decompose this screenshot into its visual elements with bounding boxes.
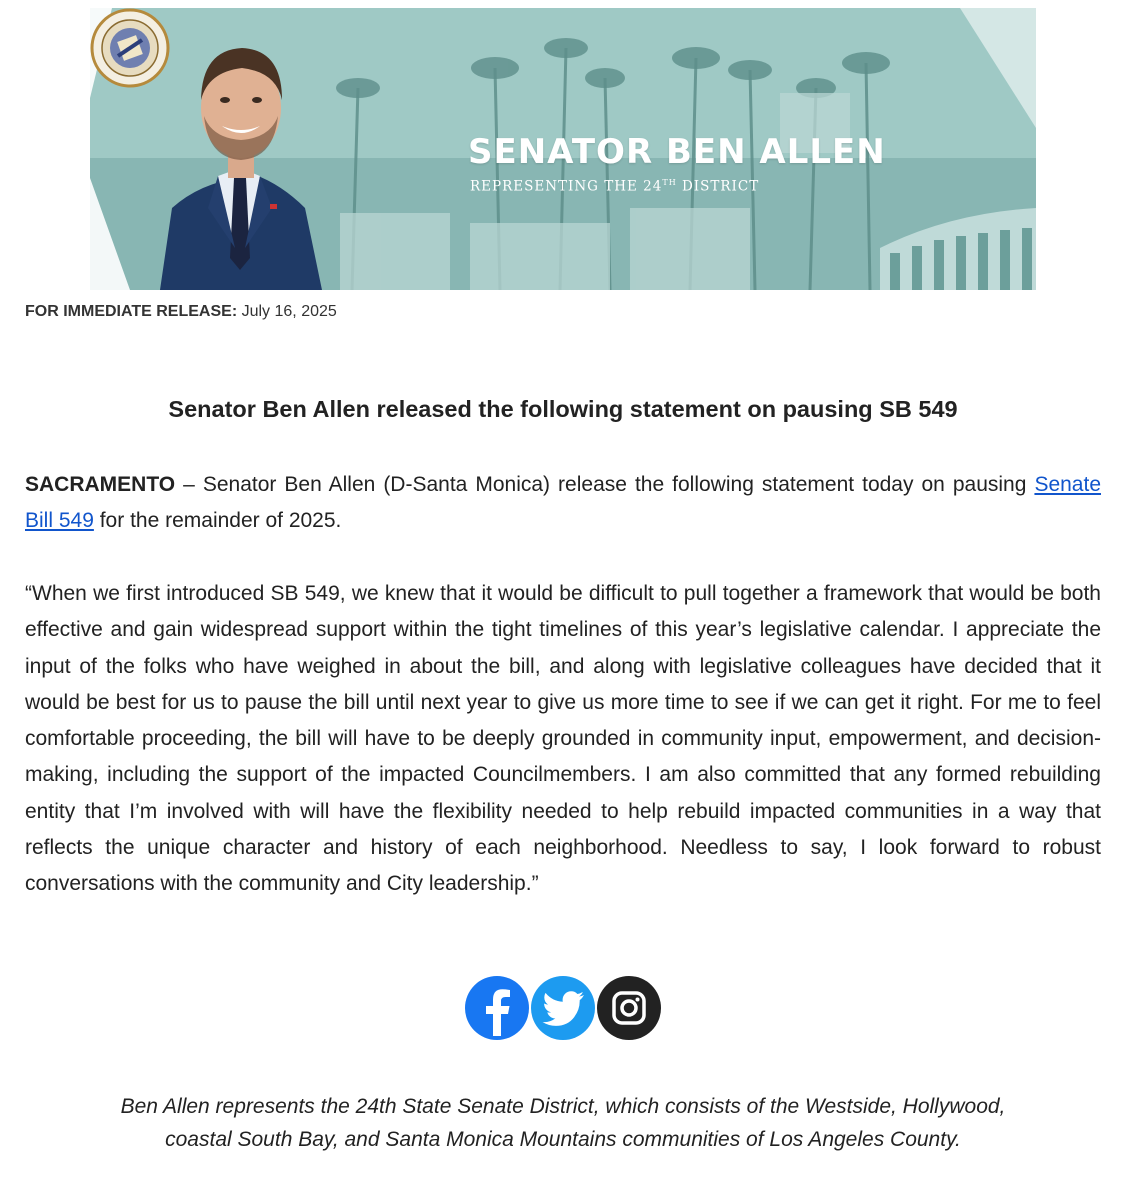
dateline: SACRAMENTO bbox=[25, 473, 176, 496]
banner-title: SENATOR BEN ALLEN bbox=[468, 132, 886, 172]
instagram-icon[interactable] bbox=[597, 976, 661, 1040]
quote-paragraph: “When we first introduced SB 549, we knew that it would be difficult to pull together a framework that would be both effective and gain widespread support within the tight timelines of this year’s legislative calendar. I appreciate the input of the folks who have weighed in about the bill, and along with legislative colleagues have decided that it would be best for us to pause the bill until next year to give us more time to see if we can get it right. For me to feel comfortable proceeding, the bill will have to be deeply grounded in community input, empowerment, and decision-making, including the support of the impacted Councilmembers. I am also committed that any formed rebuilding entity that I’m involved with will have the flexibility needed to help rebuild impacted communities in a way that reflects the unique character and history of each neighborhood. Needless to say, I look forward to robust conversations with the community and City leadership.” bbox=[25, 582, 1101, 896]
release-date-line bbox=[25, 303, 337, 321]
california-senate-seal-icon bbox=[90, 8, 170, 88]
footer-line-1: Ben Allen represents the 24th State Senate District, which consists of the Westside, Hollywood, bbox=[120, 1095, 1006, 1118]
release-date: July 16, 2025 bbox=[237, 303, 337, 320]
senate-bill-549-link[interactable]: Senate Bill 549 bbox=[25, 473, 1101, 533]
intro-paragraph: SACRAMENTO – Senator Ben Allen (D-Santa Monica) release the following statement today on pausing Senate Bill 549 for the remainder of 2025. bbox=[25, 473, 1101, 533]
senator-bio-footer bbox=[25, 1090, 1101, 1156]
social-links bbox=[465, 976, 665, 1040]
release-label: FOR IMMEDIATE RELEASE: bbox=[25, 303, 238, 320]
press-release-headline: Senator Ben Allen released the following statement on pausing SB 549 bbox=[168, 396, 958, 422]
facebook-icon[interactable] bbox=[465, 976, 529, 1040]
banner-subtitle: REPRESENTING THE 24TH DISTRICT bbox=[470, 178, 760, 195]
footer-line-2: coastal South Bay, and Santa Monica Mountains communities of Los Angeles County. bbox=[165, 1128, 961, 1151]
twitter-icon[interactable] bbox=[531, 976, 595, 1040]
header-banner bbox=[90, 8, 1036, 290]
